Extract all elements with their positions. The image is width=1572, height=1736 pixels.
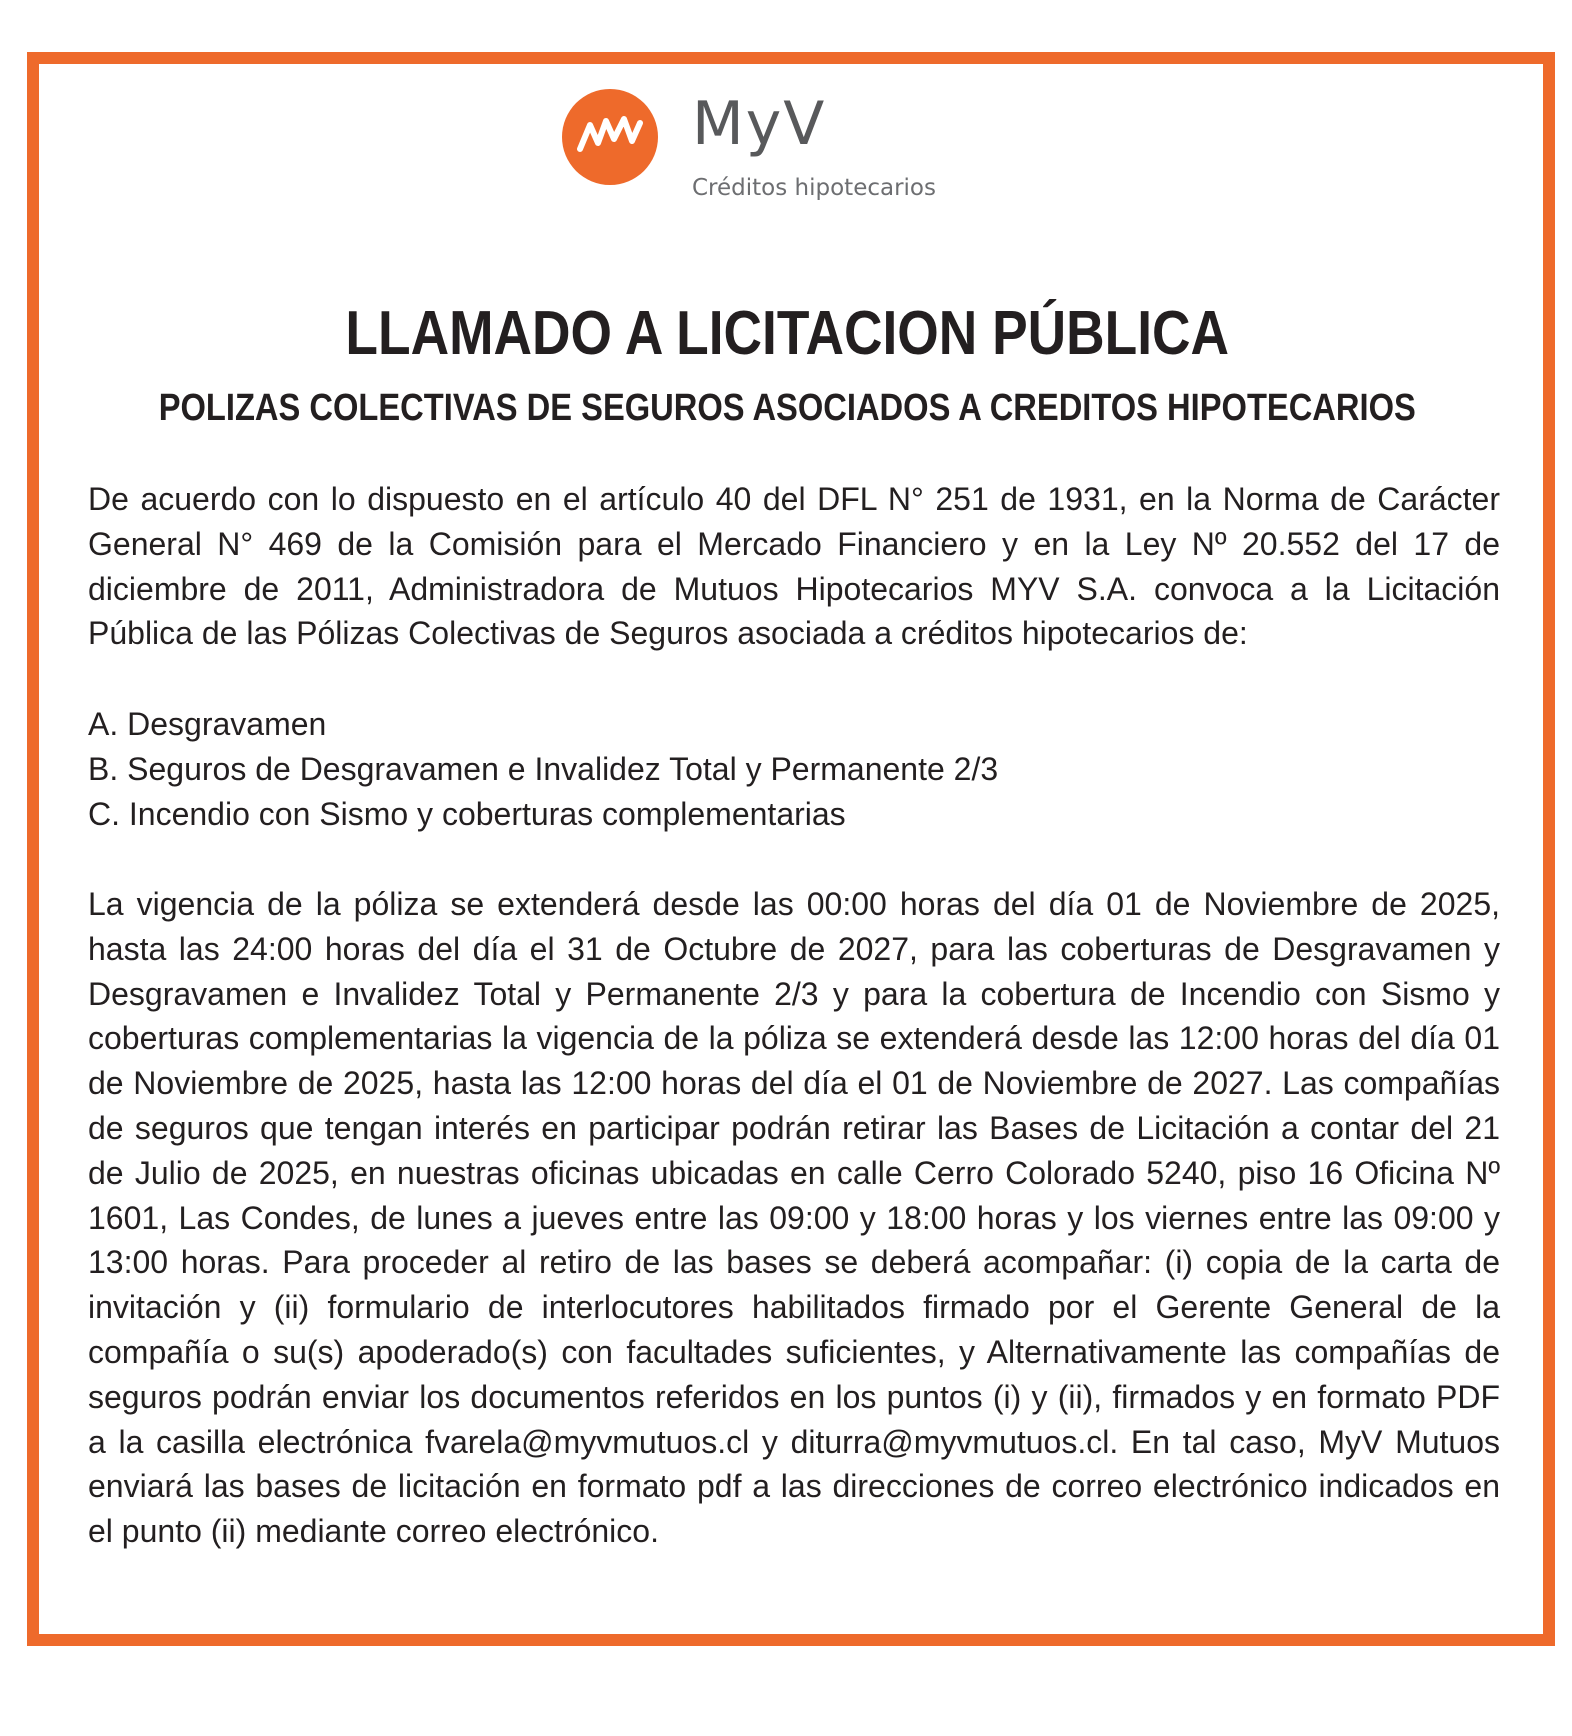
intro-paragraph: De acuerdo con lo dispuesto en el artículo 40 del DFL N° 251 de 1931, en la Norma de Carácter General N° 469 de la Comisión para el Mercado Financiero y en la Ley Nº 20.552 del 17 de diciembre de 2011, Administradora de Mutuos Hipotecarios MYV S.A. convoca a la Licitación Pública de las Pólizas Colectivas de Seguros asociada a créditos hipotecarios de:: [88, 481, 1500, 652]
coverage-item-b: B. Seguros de Desgravamen e Invalidez Total y Permanente 2/3: [88, 750, 999, 787]
logo-name: MyV: [692, 89, 827, 159]
notice-title: LLAMADO A LICITACION PÚBLICA: [345, 299, 1230, 368]
coverage-item-c: C. Incendio con Sismo y coberturas complementarias: [88, 795, 846, 832]
myv-logo-mark-icon: [562, 89, 658, 185]
coverage-item-a: A. Desgravamen: [88, 706, 327, 742]
coverage-list: [88, 702, 1500, 836]
details-paragraph: La vigencia de la póliza se extenderá desde las 00:00 horas del día 01 de Noviembre de 2025, hasta las 24:00 horas del día el 31 de Octubre de 2027, para las coberturas de Desgravamen y Desgravamen e Invalidez Total y Permanente 2/3 y para la cobertura de Incendio con Sismo y coberturas complementarias la vigencia de la póliza se extenderá desde las 12:00 horas del día 01 de Noviembre de 2025, hasta las 12:00 horas del día el 01 de Noviembre de 2027. Las compañías de seguros que tengan interés en participar podrán retirar las Bases de Licitación a contar del 21 de Julio de 2025, en nuestras oficinas ubicadas en calle Cerro Colorado 5240, piso 16 Oficina Nº 1601, Las Condes, de lunes a jueves entre las 09:00 y 18:00 horas y los viernes entre las 09:00 y 13:00 horas. Para proceder al retiro de las bases se deberá acompañar: (i) copia de la carta de invitación y (ii) formulario de interlocutores habilitados firmado por el Gerente General de la compañía o su(s) apoderado(s) con facultades suficientes, y Alternativamente las compañías de seguros podrán enviar los documentos referidos en los puntos (i) y (ii), firmados y en formato PDF a la casilla electrónica fvarela@myvmutuos.cl y diturra@myvmutuos.cl. En tal caso, MyV Mutuos enviará las bases de licitación en formato pdf a las direcciones de correo electrónico indicados en el punto (ii) mediante correo electrónico.: [88, 886, 1500, 1550]
notice-subtitle: POLIZAS COLECTIVAS DE SEGUROS ASOCIADOS A CREDITOS HIPOTECARIOS: [158, 387, 1416, 429]
myv-logo: [562, 72, 1032, 201]
logo-tagline: Créditos hipotecarios: [692, 175, 936, 201]
